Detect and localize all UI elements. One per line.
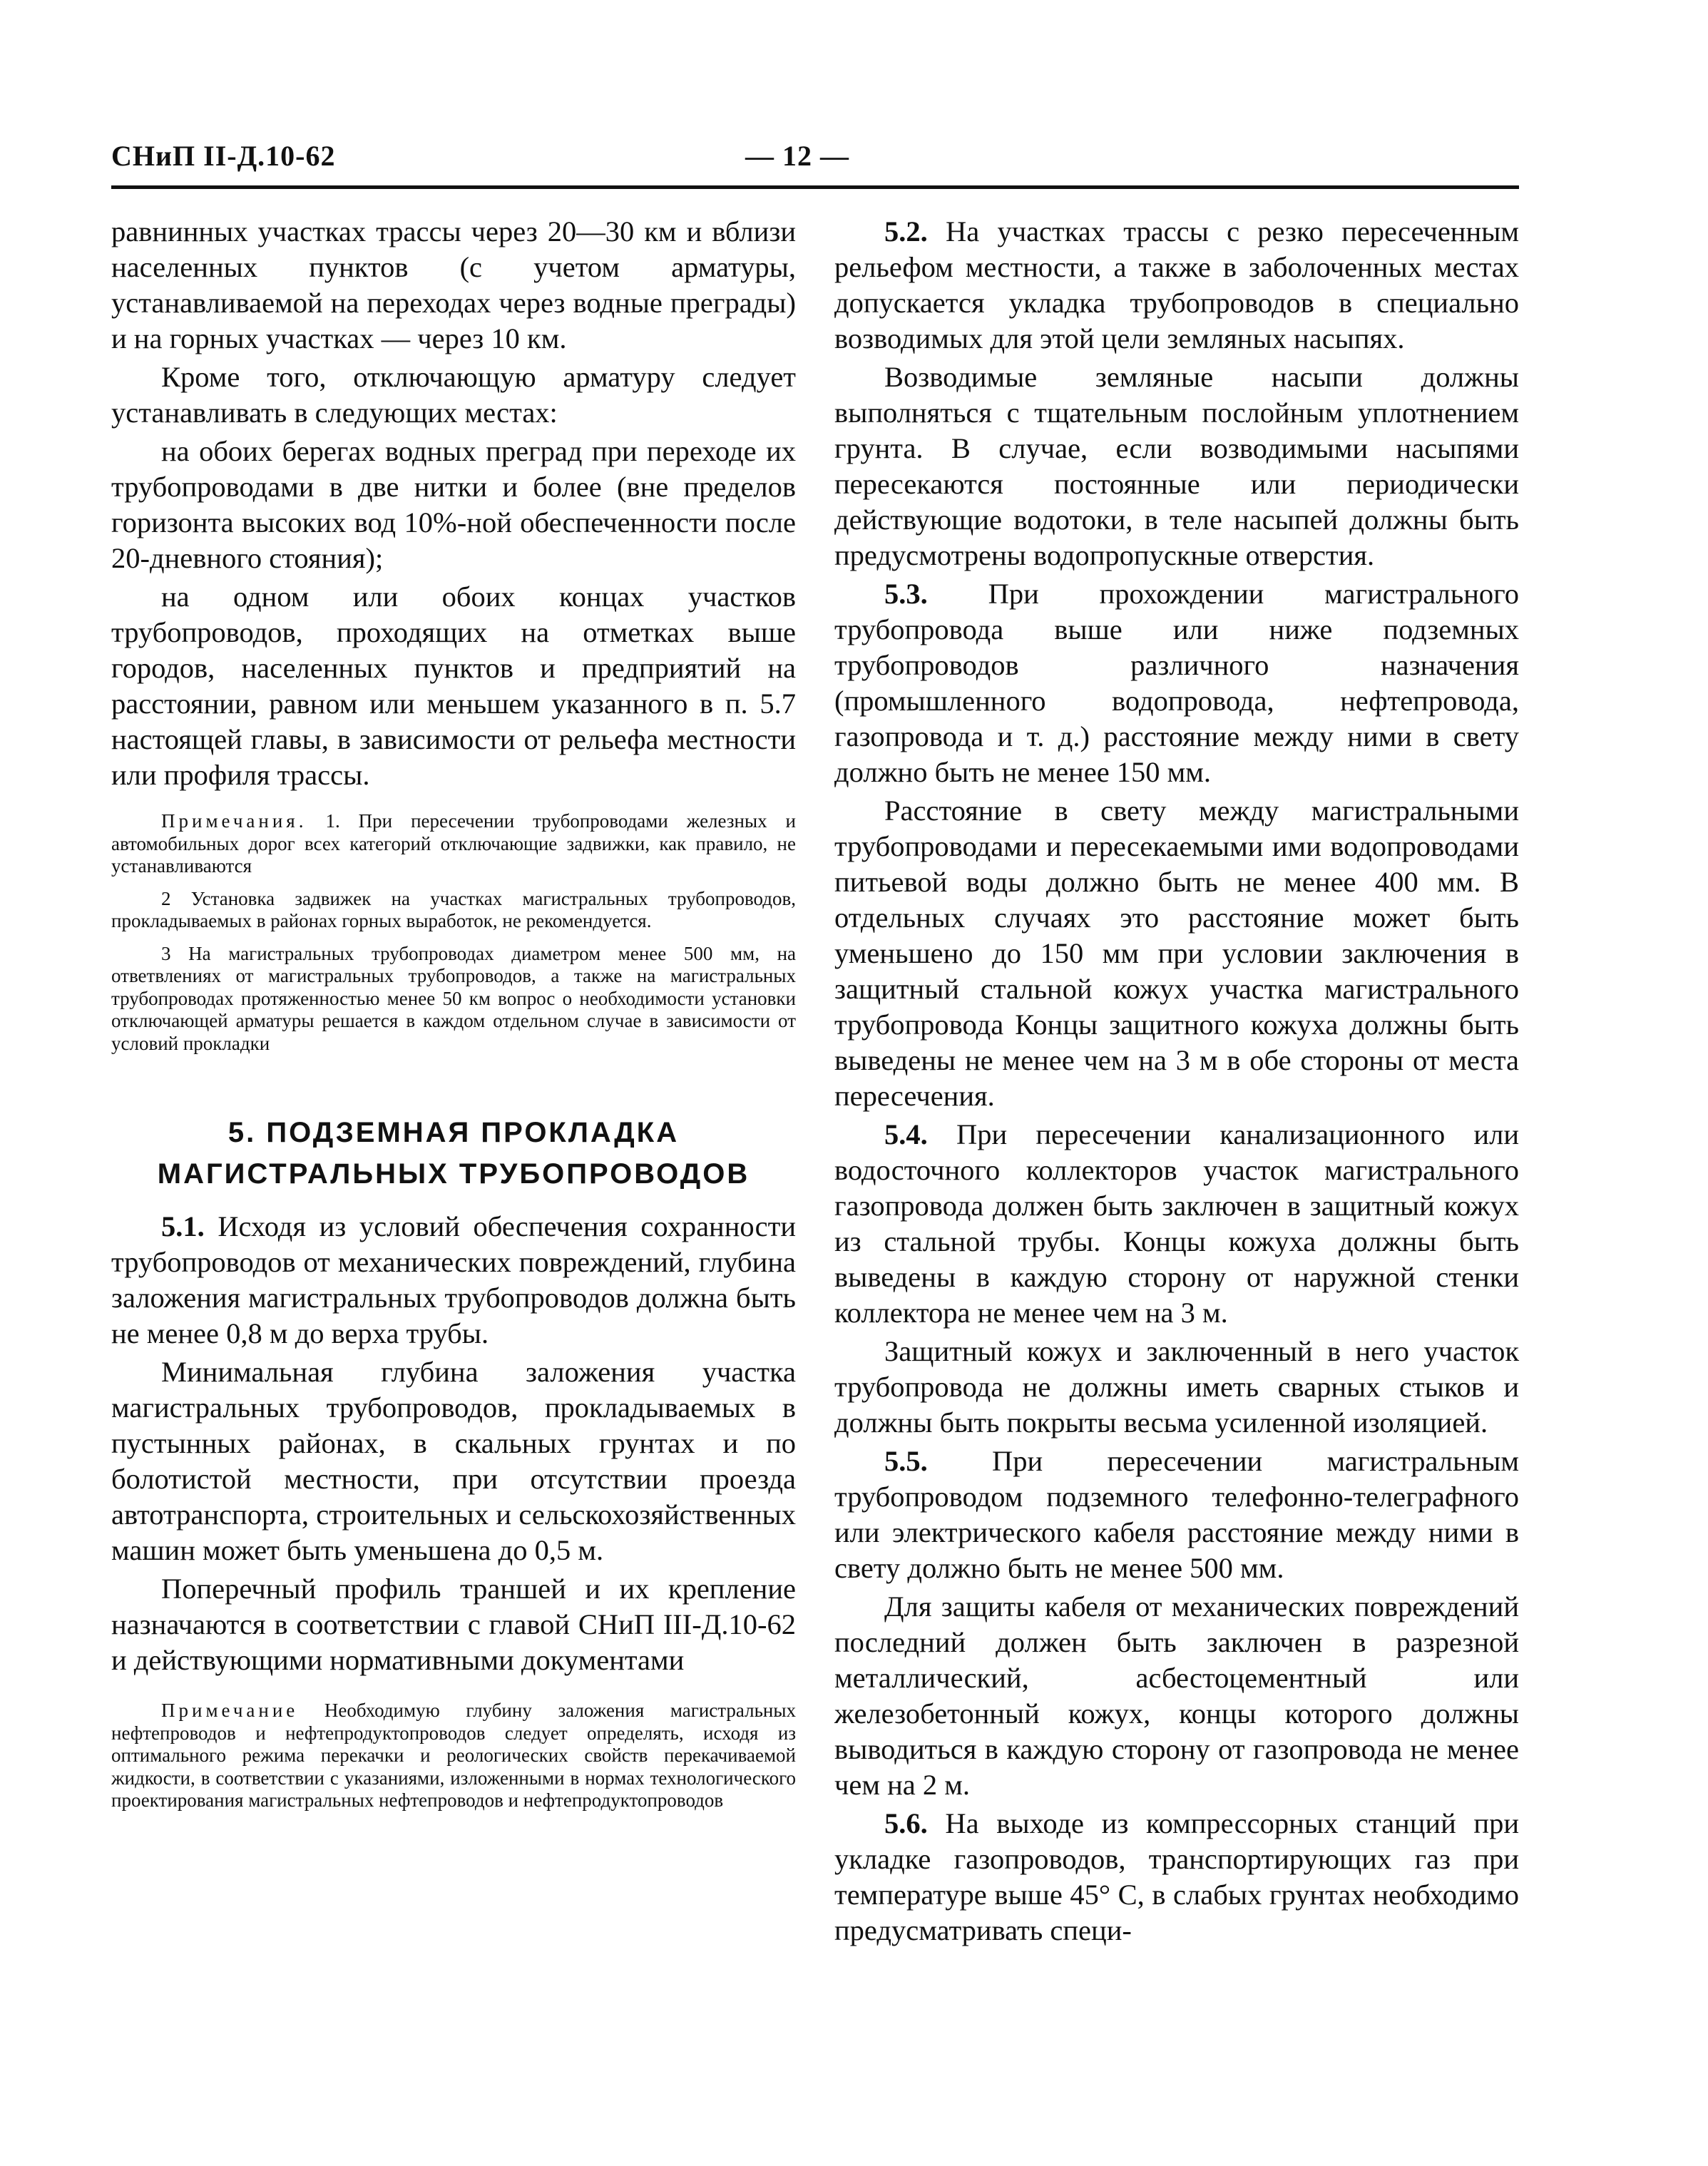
document-code: СНиП II-Д.10-62	[111, 140, 336, 172]
section-heading	[111, 1112, 796, 1195]
paragraph-5-3	[834, 576, 1519, 790]
paragraph: Поперечный профиль траншей и их крепление назначаются в соответствии с главой СНиП III-Д.10-62 и действующими нормативными документами	[111, 1573, 796, 1676]
paragraph: Кроме того, отключающую арматуру следует устанавливать в следующих местах:	[111, 361, 796, 429]
paragraph-5-2	[834, 214, 1519, 357]
paragraph-continuation: равнинных участках трассы через 20—30 км и вблизи населенных пунктов (с учетом арматуры, устанавливаемой на переходах через водные преграды) и на горных участках — через 10 км.	[111, 215, 796, 354]
paragraph: Расстояние в свету между магистральными трубопроводами и пересекаемыми ими водопроводами питьевой воды должно быть не менее 400 мм. В отдельных случаях это расстояние может быть уменьшено до 150 мм при условии заключения в защитный стальной кожух участка магистрального трубопровода Концы защитного кожуха должны быть выведены не менее чем на 3 м в обе стороны от места пересечения.	[834, 795, 1519, 1112]
paragraph-text: При прохождении магистрального трубопровода выше или ниже подземных трубопроводов различного назначения (промышленного водопровода, нефтепровода, газопровода и т. д.) расстояние между ними в свету должно быть не менее 150 мм.	[834, 578, 1519, 788]
paragraph: Минимальная глубина заложения участка магистральных трубопроводов, прокладываемых в пустынных районах, в скальных грунтах и по болотистой местности, при отсутствии проезда автотранспорта, строительных и сельскохозяйственных машин может быть уменьшена до 0,5 м.	[111, 1356, 796, 1566]
note-text: Необходимую глубину заложения магистральных нефтепроводов и нефтепродуктопроводов следует определять, исходя из оптимального режима перекачки и реологических свойств перекачиваемой жидкости, в соответствии с указаниями, изложенными в нормах технологического проектирования магистральных нефтепроводов и нефтепродуктопроводов	[111, 1700, 796, 1811]
paragraph: на обоих берегах водных преград при переходе их трубопроводами в две нитки и более (вне пределов горизонта высоких вод 10%-ной обеспеченности после 20-дневного стояния);	[111, 435, 796, 574]
paragraph: Возводимые земляные насыпи должны выполняться с тщательным послойным уплотнением грунта. В случае, если возводимыми насыпями пересекаются постоянные или периодически действующие водотоки, в теле насыпей должны быть предусмотрены водопропускные отверстия.	[834, 361, 1519, 571]
note-label: Примечание	[161, 1700, 299, 1721]
note	[111, 1700, 796, 1812]
paragraph-text: На выходе из компрессорных станций при укладке газопроводов, транспортирующих газ при температуре выше 45° С, в слабых грунтах необходимо предусматривать специ-	[834, 1807, 1520, 1946]
paragraph-number: 5.2.	[884, 215, 928, 247]
notes-label: Примечания.	[161, 810, 307, 832]
paragraph-5-1	[111, 1209, 796, 1352]
paragraph: на одном или обоих концах участков трубопроводов, проходящих на отметках выше городов, населенных пунктов и предприятий на расстоянии, равном или меньшем указанного в п. 5.7 настоящей главы, в зависимости от рельефа местности или профиля трассы.	[111, 581, 796, 791]
right-column	[834, 214, 1519, 1951]
paragraph-5-5	[834, 1444, 1519, 1586]
section-heading-line: 5. ПОДЗЕМНАЯ ПРОКЛАДКА	[227, 1117, 680, 1148]
paragraph-number: 5.5.	[884, 1445, 928, 1477]
section-heading-line: МАГИСТРАЛЬНЫХ ТРУБОПРОВОДОВ	[157, 1158, 750, 1190]
paragraph-5-4	[834, 1117, 1519, 1331]
paragraph-text: Исходя из условий обеспечения сохранности трубопроводов от механических повреждений, глубина заложения магистральных трубопроводов должна быть не менее 0,8 м до верха трубы.	[111, 1210, 796, 1349]
paragraph-number: 5.6.	[884, 1807, 928, 1839]
paragraph-number: 5.4.	[884, 1118, 928, 1150]
paragraph-number: 5.3.	[884, 578, 928, 610]
note	[111, 810, 796, 878]
note: 3 На магистральных трубопроводах диаметром менее 500 мм, на ответвлениях от магистральных трубопроводов, а также на магистральных трубопроводах протяженностью менее 50 км вопрос о необходимости установки отключающей арматуры решается в каждом отдельном случае в зависимости от условий прокладки	[111, 942, 796, 1054]
paragraph-text: На участках трассы с резко пересеченным рельефом местности, а также в заболоченных местах допускается укладка трубопроводов в специально возводимых для этой цели земляных насыпях.	[834, 215, 1519, 354]
paragraph-5-6	[834, 1806, 1519, 1948]
paragraph-text: При пересечении магистральным трубопроводом подземного телефонно-телеграфного или электрического кабеля расстояние между ними в свету должно быть не менее 500 мм.	[834, 1445, 1520, 1584]
paragraph: Для защиты кабеля от механических повреждений последний должен быть заключен в разрезной металлический, асбестоцементный или железобетонный кожух, концы которого должны выводиться в каждую сторону от газопровода не менее чем на 2 м.	[834, 1590, 1519, 1801]
note-text: 1. При пересечении трубопроводами железных и автомобильных дорог всех категорий отключающие задвижки, как правило, не устанавливаются	[111, 810, 797, 877]
header-rule	[111, 185, 1519, 189]
paragraph: Защитный кожух и заключенный в него участок трубопровода не должны иметь сварных стыков и должны быть покрыты весьма усиленной изоляцией.	[834, 1335, 1519, 1439]
paragraph-text: При пересечении канализационного или водосточного коллекторов участок магистрального газопровода должен быть заключен в защитный кожух из стальной трубы. Концы кожуха должны быть выведены в каждую сторону от наружной стенки коллектора не менее чем на 3 м.	[834, 1118, 1519, 1329]
left-column	[111, 214, 796, 1812]
page-number: — 12 —	[745, 140, 849, 172]
note: 2 Установка задвижек на участках магистральных трубопроводов, прокладываемых в районах горных выработок, не рекомендуется.	[111, 887, 796, 931]
paragraph-number: 5.1.	[161, 1210, 205, 1242]
